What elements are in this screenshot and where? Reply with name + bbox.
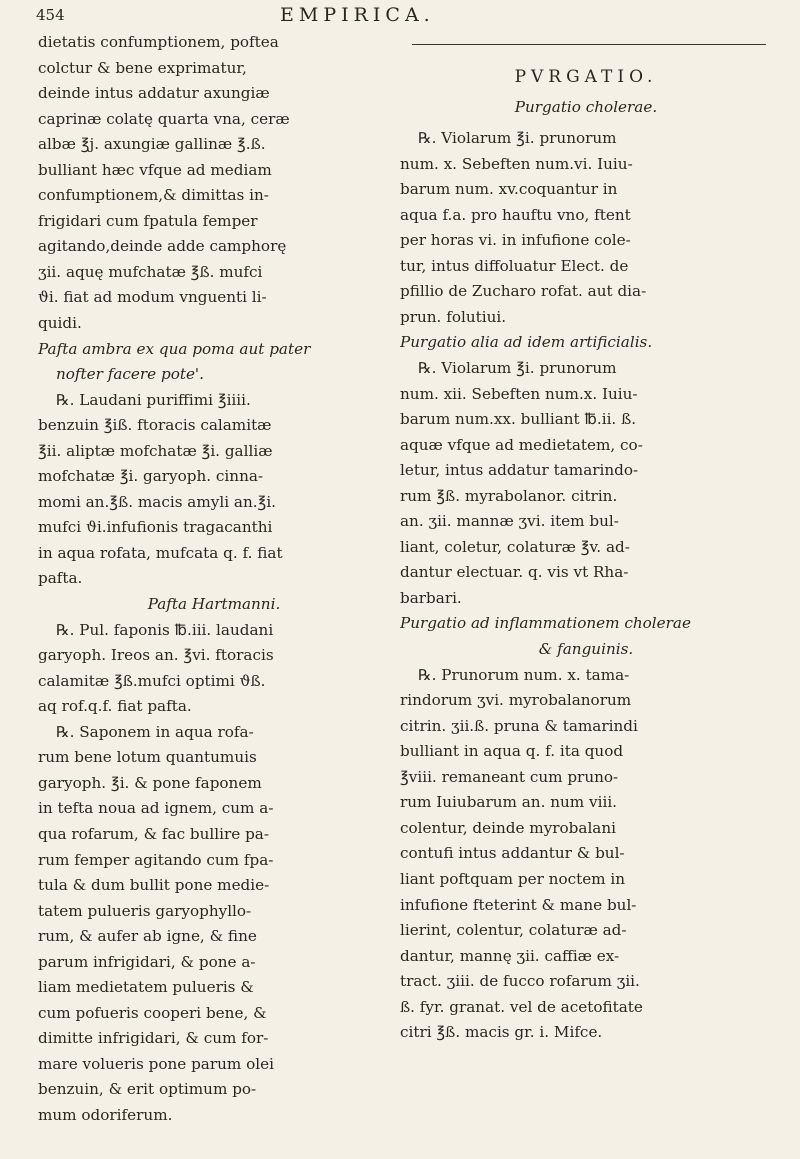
text-line: caprinæ colatę quarta vna, ceræ <box>38 109 290 128</box>
text-line: per horas vi. in infufione cole- <box>400 231 631 250</box>
text-line: mofchatæ ℥i. garyoph. cinna- <box>38 467 264 486</box>
right-column-text <box>400 126 772 1046</box>
text-line: frigidari cum fpatula femper <box>38 211 258 230</box>
text-line: tract. ʒiii. de fucco rofarum ʒii. <box>400 972 640 991</box>
text-line: prun. folutiui. <box>400 307 507 326</box>
text-line: aq rof.q.f. fiat pafta. <box>38 697 192 716</box>
text-line: dantur, mannę ʒii. caffiæ ex- <box>400 946 620 965</box>
text-line: num. xii. Sebeften num.x. Iuiu- <box>400 384 638 403</box>
text-line: citrin. ʒii.ß. pruna & tamarindi <box>400 716 638 735</box>
text-line: bulliant in aqua q. f. ita quod <box>400 742 624 761</box>
text-line: ℥ii. aliptæ mofchatæ ℥i. galliæ <box>38 441 273 460</box>
section-subtitle: Purgatio cholerae. <box>514 97 658 116</box>
text-line: in aqua rofata, mufcata q. f. fiat <box>38 543 283 562</box>
text-line: barbari. <box>400 588 462 607</box>
text-line: Purgatio alia ad idem artificialis. <box>400 333 653 352</box>
text-line: rum bene lotum quantumuis <box>38 748 257 767</box>
text-line: rum ℥ß. myrabolanor. citrin. <box>400 486 618 505</box>
text-line: quidi. <box>38 314 82 333</box>
text-line: in tefta noua ad ignem, cum a- <box>38 799 274 818</box>
text-line: cum pofueris cooperi bene, & <box>38 1003 267 1022</box>
text-line: rum femper agitando cum fpa- <box>38 850 274 869</box>
text-line: dietatis confumptionem, poftea <box>38 33 279 51</box>
text-line: agitando,deinde adde camphorę <box>38 237 287 256</box>
text-line: tula & dum bullit pone medie- <box>38 876 270 895</box>
text-line: ℞. Prunorum num. x. tama- <box>418 665 630 684</box>
text-line: colctur & bene exprimatur, <box>38 58 247 77</box>
text-line: tur, intus diffoluatur Elect. de <box>400 256 629 275</box>
text-line: pafta. <box>38 569 83 588</box>
text-line: albæ ℥j. axungiæ gallinæ ℥.ß. <box>38 135 266 154</box>
text-line: aqua f.a. pro hauftu vno, ftent <box>400 205 631 224</box>
text-line: ℞. Violarum ℥i. prunorum <box>418 129 617 148</box>
text-line: infufione fteterint & mane bul- <box>400 895 637 914</box>
text-line: liant poftquam per noctem in <box>400 869 626 888</box>
text-line: lierint, colentur, colaturæ ad- <box>400 921 627 940</box>
text-line: Pafta ambra ex qua poma aut pater <box>38 339 311 358</box>
text-line: bulliant hæc vfque ad mediam <box>38 160 272 179</box>
text-line: aquæ vfque ad medietatem, co- <box>400 435 643 454</box>
text-line: tatem pulueris garyophyllo- <box>38 901 252 920</box>
text-line: barum num.xx. bulliant ℔.ii. ß. <box>400 410 637 429</box>
text-line: ℞. Violarum ℥i. prunorum <box>418 359 617 378</box>
text-line: garyoph. ℥i. & pone faponem <box>38 773 262 792</box>
text-line: rum Iuiubarum an. num viii. <box>400 793 618 812</box>
text-line: dimitte infrigidari, & cum for- <box>38 1029 269 1048</box>
text-line: rindorum ʒvi. myrobalanorum <box>400 691 632 710</box>
page-number: 454 <box>36 6 65 24</box>
text-line: Pafta Hartmanni. <box>147 595 281 614</box>
text-line: benzuin ℥iß. ftoracis calamitæ <box>38 416 272 435</box>
text-line: dantur electuar. q. vis vt Rha- <box>400 563 629 582</box>
text-line: rum, & aufer ab igne, & fine <box>38 927 257 946</box>
text-line: ß. fyr. granat. vel de acetofitate <box>400 997 643 1016</box>
section-title: PVRGATIO. <box>514 67 658 87</box>
text-line: momi an.℥ß. macis amyli an.℥i. <box>38 492 277 511</box>
text-line: num. x. Sebeften num.vi. Iuiu- <box>400 154 633 173</box>
text-line: pfillio de Zucharo rofat. aut dia- <box>400 282 647 301</box>
text-line: benzuin, & erit optimum po- <box>38 1080 257 1099</box>
text-line: mum odoriferum. <box>38 1105 173 1124</box>
right-column <box>400 30 772 1046</box>
text-line: liam medietatem pulueris & <box>38 978 254 997</box>
text-line: qua rofarum, & fac bullire pa- <box>38 824 269 843</box>
text-line: ℥viii. remaneant cum pruno- <box>400 767 619 786</box>
text-line: an. ʒii. mannæ ʒvi. item bul- <box>400 512 619 531</box>
text-line: confumptionem,& dimittas in- <box>38 186 269 205</box>
text-line: contufi intus addantur & bul- <box>400 844 625 863</box>
text-line: colentur, deinde myrobalani <box>400 818 617 837</box>
text-line: & fanguinis. <box>538 640 634 659</box>
text-line: ʒii. aquę mufchatæ ℥ß. mufci <box>38 262 263 281</box>
text-line: parum infrigidari, & pone a- <box>38 952 256 971</box>
running-head: EMPIRICA. <box>280 4 435 26</box>
text-line: Purgatio ad inflammationem cholerae <box>400 614 691 633</box>
text-line: mare volueris pone parum olei <box>38 1054 274 1073</box>
text-line: letur, intus addatur tamarindo- <box>400 461 639 480</box>
text-line: calamitæ ℥ß.mufci optimi ϑß. <box>38 671 266 690</box>
text-line: barum num. xv.coquantur in <box>400 180 618 199</box>
text-line: nofter facere pote'. <box>56 365 204 384</box>
text-line: ℞. Laudani puriffimi ℥iiii. <box>56 390 251 409</box>
text-line: ℞. Saponem in aqua rofa- <box>56 722 254 741</box>
text-line: garyoph. Ireos an. ℥vi. ftoracis <box>38 646 274 665</box>
text-line: liant, coletur, colaturæ ℥v. ad- <box>400 537 630 556</box>
text-line: ϑi. fiat ad modum vnguenti li- <box>38 288 267 307</box>
section-rule <box>412 44 766 45</box>
text-line: ℞. Pul. faponis ℔.iii. laudani <box>56 620 274 639</box>
text-line: deinde intus addatur axungiæ <box>38 84 270 103</box>
text-line: citri ℥ß. macis gr. i. Mifce. <box>400 1023 603 1042</box>
left-column <box>38 30 390 1129</box>
text-line: mufci ϑi.infufionis tragacanthi <box>38 518 273 537</box>
